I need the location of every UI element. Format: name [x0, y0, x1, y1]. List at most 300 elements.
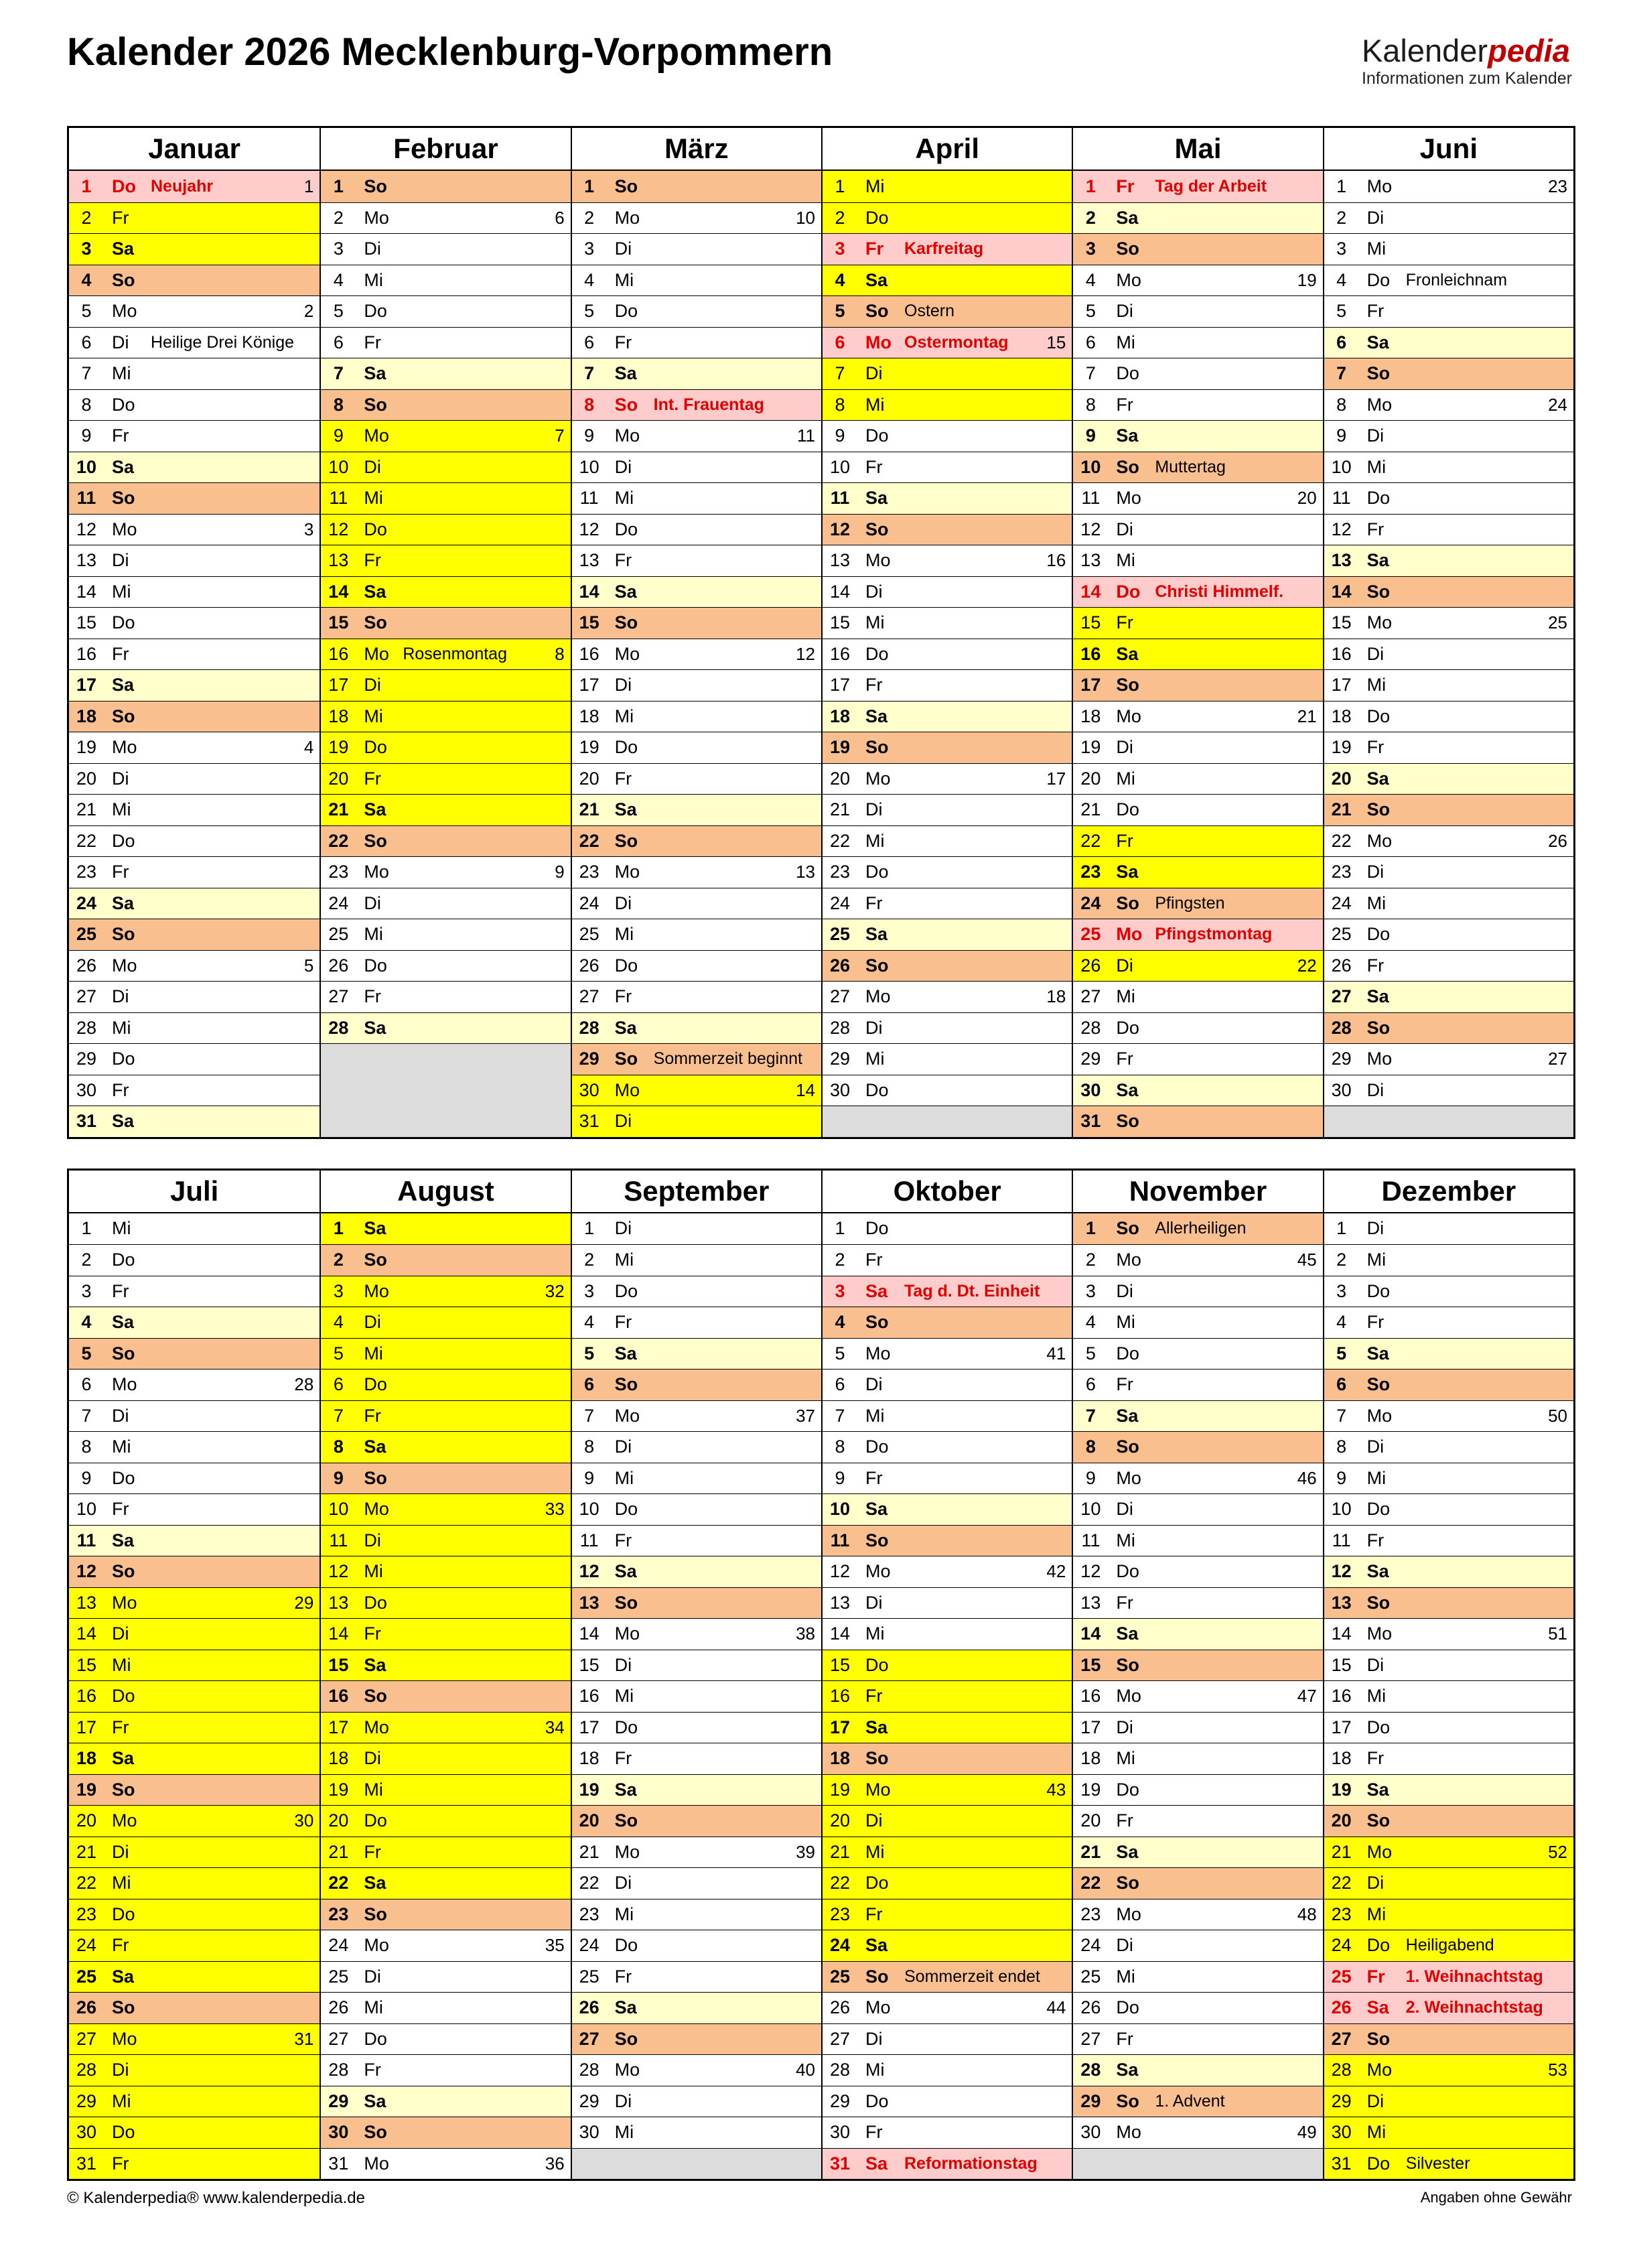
- day-row: [572, 1075, 821, 1106]
- day-row: [823, 2023, 1072, 2055]
- day-row: [1073, 233, 1322, 265]
- day-row: [572, 919, 821, 950]
- weekday-label: Mo: [865, 986, 891, 1007]
- weekday-label: So: [614, 176, 638, 196]
- weekday-label: So: [112, 488, 135, 509]
- day-number: 12: [328, 519, 349, 539]
- day-number: 9: [1336, 1467, 1347, 1488]
- day-number: 7: [835, 363, 845, 384]
- day-row: [69, 2054, 320, 2086]
- day-row: [69, 1650, 320, 1681]
- day-row: [1324, 1276, 1573, 1307]
- day-row: [321, 763, 570, 795]
- weekday-label: Sa: [614, 1997, 637, 2018]
- weekday-label: Mo: [865, 1343, 891, 1363]
- day-row: [1324, 1244, 1573, 1276]
- week-number: 38: [796, 1623, 815, 1644]
- day-row: [823, 327, 1072, 358]
- month-header: August: [321, 1171, 570, 1213]
- weekday-label: Do: [364, 737, 387, 758]
- weekday-label: So: [364, 1686, 387, 1707]
- day-number: 19: [1331, 1779, 1352, 1800]
- week-number: 3: [303, 519, 314, 539]
- day-row: [572, 856, 821, 888]
- day-row: [823, 1012, 1072, 1044]
- week-number: 35: [545, 1935, 565, 1956]
- day-number: 20: [829, 1810, 851, 1831]
- day-row: [1324, 233, 1573, 265]
- day-number: 3: [333, 1280, 344, 1301]
- weekday-label: Mi: [1116, 986, 1135, 1007]
- weekday-label: Do: [1116, 363, 1139, 384]
- day-number: 24: [1331, 892, 1352, 913]
- day-row: [1073, 1369, 1322, 1400]
- day-number: 10: [328, 456, 349, 477]
- day-number: 28: [328, 1017, 349, 1038]
- weekday-label: Sa: [1116, 643, 1139, 664]
- holiday-label: Silvester: [1405, 2153, 1470, 2173]
- weekday-label: Sa: [865, 1935, 888, 1956]
- day-number: 4: [584, 269, 595, 290]
- day-number: 14: [328, 1623, 349, 1644]
- weekday-label: Do: [364, 1592, 387, 1613]
- holiday-label: Karfreitag: [904, 239, 984, 259]
- week-number: 17: [1046, 768, 1066, 789]
- weekday-label: Sa: [112, 1966, 135, 1987]
- day-row: [572, 1043, 821, 1075]
- day-row: [321, 1525, 570, 1556]
- weekday-label: Mo: [865, 1779, 891, 1800]
- weekday-label: Fr: [1366, 1748, 1385, 1769]
- weekday-label: Do: [112, 176, 136, 196]
- weekday-label: Mi: [364, 269, 383, 290]
- day-row: [572, 171, 821, 202]
- weekday-label: Fr: [614, 1530, 632, 1550]
- day-row: [321, 452, 570, 483]
- weekday-label: Sa: [614, 799, 637, 820]
- day-row: [69, 888, 320, 919]
- day-number: 23: [579, 1904, 599, 1924]
- day-row: [1324, 1213, 1573, 1245]
- day-row: [823, 1043, 1072, 1075]
- day-row: [1324, 1837, 1573, 1868]
- weekday-label: Do: [1366, 269, 1391, 290]
- day-number: 18: [328, 706, 349, 726]
- week-number: 42: [1046, 1561, 1066, 1582]
- day-number: 28: [328, 2060, 349, 2080]
- day-row: [572, 1012, 821, 1044]
- day-row: [1073, 2086, 1322, 2117]
- day-number: 27: [829, 986, 851, 1007]
- week-number: 12: [796, 643, 815, 664]
- day-row: [1073, 1556, 1322, 1587]
- weekday-label: Mo: [865, 1997, 891, 2018]
- day-number: 28: [1331, 2060, 1352, 2080]
- weekday-label: Do: [614, 1499, 638, 1520]
- day-number: 16: [579, 643, 599, 664]
- day-number: 26: [76, 955, 97, 976]
- day-row: [1324, 1618, 1573, 1650]
- day-number: 3: [1085, 1280, 1096, 1301]
- day-row: [1073, 295, 1322, 327]
- weekday-label: Fr: [614, 1312, 632, 1333]
- day-number: 19: [579, 737, 599, 758]
- weekday-label: Sa: [1116, 862, 1139, 882]
- weekday-label: Mo: [1116, 1686, 1141, 1707]
- day-row: [1324, 452, 1573, 483]
- day-row: [823, 950, 1072, 982]
- weekday-label: Mo: [865, 550, 891, 571]
- day-number: 25: [1080, 1966, 1101, 1987]
- weekday-label: Sa: [614, 1779, 637, 1800]
- day-row: [823, 1805, 1072, 1837]
- day-number: 28: [829, 2060, 851, 2080]
- weekday-label: Di: [112, 1841, 129, 1862]
- weekday-label: Mo: [1366, 2060, 1393, 2080]
- weekday-label: Fr: [364, 2060, 381, 2080]
- weekday-label: Mi: [112, 1873, 131, 1893]
- weekday-label: Sa: [112, 675, 135, 695]
- month-header: April: [823, 128, 1072, 171]
- day-number: 24: [829, 1935, 851, 1956]
- weekday-label: Fr: [364, 1623, 381, 1644]
- day-number: 20: [1080, 1810, 1101, 1831]
- weekday-label: Fr: [112, 862, 129, 882]
- weekday-label: Di: [1116, 519, 1133, 539]
- weekday-label: Mo: [112, 955, 137, 976]
- day-number: 22: [1080, 830, 1101, 851]
- day-number: 14: [579, 581, 599, 602]
- day-row: [823, 1712, 1072, 1743]
- day-number: 16: [328, 1686, 349, 1707]
- weekday-label: So: [364, 1467, 387, 1488]
- day-number: 16: [579, 1686, 599, 1707]
- month-oktober: [821, 1171, 1072, 2180]
- month-header: Januar: [69, 128, 320, 171]
- day-row: [1324, 545, 1573, 576]
- day-row: [572, 389, 821, 421]
- day-row: [1073, 1043, 1322, 1075]
- weekday-label: Do: [614, 737, 638, 758]
- day-number: 30: [829, 2122, 851, 2143]
- weekday-label: Di: [614, 2090, 632, 2111]
- day-number: 18: [579, 1748, 599, 1769]
- day-row: [1073, 1276, 1322, 1307]
- weekday-label: Mi: [112, 2090, 131, 2111]
- week-number: 7: [555, 425, 565, 446]
- day-number: 2: [835, 207, 845, 228]
- day-row: [69, 265, 320, 296]
- weekday-label: So: [364, 1250, 387, 1270]
- weekday-label: Mi: [865, 394, 885, 415]
- day-row: [69, 482, 320, 514]
- holiday-label: Sommerzeit beginnt: [653, 1049, 802, 1069]
- week-number: 9: [555, 862, 565, 882]
- weekday-label: Di: [1366, 2090, 1385, 2111]
- weekday-label: Sa: [1366, 332, 1389, 352]
- day-row: [1073, 1899, 1322, 1930]
- weekday-label: So: [1116, 892, 1139, 913]
- day-row: [1324, 1587, 1573, 1619]
- day-number: 23: [328, 1904, 349, 1924]
- day-number: 4: [1336, 1312, 1347, 1333]
- weekday-label: So: [112, 1779, 135, 1800]
- day-row: [1073, 2054, 1322, 2086]
- day-number: 20: [1331, 1810, 1352, 1831]
- month-mai: [1072, 128, 1322, 1137]
- day-number: 4: [1085, 1312, 1096, 1333]
- week-number: 27: [1548, 1049, 1567, 1069]
- day-row: [823, 1075, 1072, 1106]
- weekday-label: Mi: [1116, 1312, 1135, 1333]
- day-row: [69, 545, 320, 576]
- day-row: [1324, 1556, 1573, 1587]
- weekday-label: Mo: [1366, 176, 1393, 196]
- day-row: [1073, 1244, 1322, 1276]
- weekday-label: Di: [1366, 862, 1385, 882]
- week-number: 43: [1046, 1779, 1066, 1800]
- weekday-label: Fr: [1116, 1592, 1133, 1613]
- day-number: 31: [579, 1111, 599, 1132]
- day-number: 11: [830, 488, 850, 509]
- weekday-label: Fr: [865, 2122, 883, 2143]
- day-row: [823, 514, 1072, 545]
- weekday-label: Mi: [1366, 239, 1387, 259]
- day-row: [823, 482, 1072, 514]
- day-row: [321, 514, 570, 545]
- weekday-label: Do: [112, 2122, 135, 2143]
- weekday-label: Sa: [364, 1017, 386, 1038]
- empty-cell: [321, 1075, 570, 1106]
- weekday-label: Fr: [1366, 1966, 1385, 1987]
- weekday-label: Di: [1116, 955, 1133, 976]
- weekday-label: Di: [364, 1966, 381, 1987]
- holiday-label: Muttertag: [1155, 457, 1226, 476]
- day-number: 21: [1080, 799, 1101, 820]
- day-row: [321, 1431, 570, 1463]
- day-row: [1324, 950, 1573, 982]
- day-number: 5: [81, 301, 92, 322]
- weekday-label: Fr: [1366, 737, 1385, 758]
- day-number: 25: [829, 1966, 851, 1987]
- weekday-label: Di: [1116, 1280, 1133, 1301]
- day-row: [572, 358, 821, 389]
- weekday-label: Do: [865, 1873, 889, 1893]
- day-number: 25: [579, 1966, 599, 1987]
- weekday-label: Do: [112, 1250, 135, 1270]
- weekday-label: Di: [865, 799, 883, 820]
- week-number: 11: [797, 425, 815, 446]
- day-row: [69, 639, 320, 670]
- day-row: [823, 1618, 1072, 1650]
- weekday-label: Di: [865, 363, 883, 384]
- day-row: [321, 669, 570, 701]
- weekday-label: Do: [1366, 1499, 1391, 1520]
- day-number: 9: [333, 425, 344, 446]
- weekday-label: Sa: [364, 1218, 386, 1239]
- day-number: 10: [1080, 1499, 1101, 1520]
- day-number: 24: [328, 1935, 349, 1956]
- day-number: 8: [81, 394, 92, 415]
- weekday-label: So: [1116, 1654, 1139, 1675]
- week-number: 29: [294, 1592, 314, 1613]
- day-number: 19: [1080, 1779, 1101, 1800]
- day-number: 29: [1080, 2090, 1101, 2111]
- weekday-label: Do: [364, 301, 387, 322]
- weekday-label: Mi: [1116, 550, 1135, 571]
- day-number: 29: [579, 1049, 599, 1069]
- day-number: 6: [1085, 332, 1096, 352]
- week-number: 52: [1548, 1841, 1567, 1862]
- weekday-label: So: [112, 1561, 135, 1582]
- day-row: [572, 1244, 821, 1276]
- day-number: 1: [584, 176, 595, 196]
- month-september: [571, 1171, 821, 2180]
- day-number: 23: [1080, 862, 1101, 882]
- weekday-label: Do: [112, 394, 135, 415]
- day-number: 26: [328, 955, 349, 976]
- weekday-label: Mi: [1116, 1748, 1135, 1769]
- day-row: [321, 358, 570, 389]
- day-row: [1073, 701, 1322, 732]
- weekday-label: Fr: [364, 332, 381, 352]
- weekday-label: Di: [1366, 1654, 1385, 1675]
- weekday-label: Sa: [364, 799, 386, 820]
- day-row: [1073, 607, 1322, 639]
- day-row: [572, 1213, 821, 1245]
- week-number: 10: [796, 207, 815, 228]
- weekday-label: Mi: [1116, 768, 1135, 789]
- day-number: 19: [1080, 737, 1101, 758]
- day-number: 2: [1085, 1250, 1096, 1270]
- weekday-label: Mo: [112, 1592, 137, 1613]
- day-row: [321, 1587, 570, 1619]
- weekday-label: Sa: [364, 1437, 386, 1457]
- day-row: [1073, 2117, 1322, 2148]
- day-number: 17: [1080, 675, 1101, 695]
- day-row: [1324, 2023, 1573, 2055]
- weekday-label: Fr: [865, 456, 883, 477]
- day-row: [321, 233, 570, 265]
- weekday-label: Do: [1366, 706, 1391, 726]
- day-row: [1324, 1743, 1573, 1774]
- day-row: [69, 1837, 320, 1868]
- day-row: [1073, 358, 1322, 389]
- day-number: 21: [328, 1841, 349, 1862]
- day-row: [823, 452, 1072, 483]
- weekday-label: Sa: [865, 1280, 888, 1301]
- day-row: [321, 1400, 570, 1432]
- day-row: [321, 1213, 570, 1245]
- weekday-label: So: [614, 1049, 638, 1069]
- day-row: [572, 1743, 821, 1774]
- month-header: Februar: [321, 128, 570, 171]
- day-number: 6: [81, 332, 92, 352]
- month-februar: [320, 128, 570, 1137]
- weekday-label: Mi: [614, 488, 634, 509]
- day-number: 25: [328, 924, 349, 945]
- weekday-label: Do: [865, 1437, 889, 1457]
- day-row: [69, 2117, 320, 2148]
- weekday-label: Di: [364, 239, 381, 259]
- month-header: März: [572, 128, 821, 171]
- weekday-label: Mi: [112, 1218, 131, 1239]
- day-row: [69, 1075, 320, 1106]
- day-row: [69, 1992, 320, 2023]
- day-number: 15: [579, 1654, 599, 1675]
- day-row: [321, 2023, 570, 2055]
- weekday-label: So: [364, 2122, 387, 2143]
- day-row: [69, 1431, 320, 1463]
- day-number: 22: [76, 1873, 97, 1893]
- day-number: 14: [1331, 1623, 1352, 1644]
- day-number: 4: [81, 1312, 92, 1333]
- day-number: 24: [328, 892, 349, 913]
- weekday-label: Di: [112, 1405, 129, 1426]
- day-row: [1073, 1106, 1322, 1137]
- holiday-label: Fronleichnam: [1405, 270, 1508, 289]
- day-row: [1073, 514, 1322, 545]
- day-number: 8: [333, 394, 344, 415]
- day-row: [69, 1805, 320, 1837]
- day-number: 24: [76, 892, 97, 913]
- day-row: [1324, 514, 1573, 545]
- weekday-label: Mi: [364, 1997, 383, 2018]
- day-row: [572, 607, 821, 639]
- weekday-label: So: [1116, 1218, 1139, 1239]
- weekday-label: Fr: [614, 1966, 632, 1987]
- weekday-label: So: [865, 737, 889, 758]
- day-number: 30: [76, 2122, 97, 2143]
- logo-subtitle: Informationen zum Kalender: [1361, 69, 1572, 88]
- weekday-label: Sa: [1116, 2060, 1139, 2080]
- weekday-label: So: [1366, 1374, 1391, 1395]
- weekday-label: Di: [614, 1437, 632, 1457]
- day-number: 26: [328, 1997, 349, 2018]
- day-row: [321, 981, 570, 1012]
- day-row: [1073, 1837, 1322, 1868]
- weekday-label: Mi: [614, 269, 634, 290]
- weekday-label: So: [865, 1966, 889, 1987]
- weekday-label: Di: [112, 332, 129, 352]
- day-number: 15: [579, 612, 599, 633]
- weekday-label: Do: [364, 519, 387, 539]
- day-row: [823, 1587, 1072, 1619]
- day-row: [1324, 327, 1573, 358]
- week-number: 22: [1297, 955, 1317, 976]
- weekday-label: Mo: [112, 301, 137, 322]
- weekday-label: Sa: [112, 1748, 135, 1769]
- day-number: 15: [76, 1654, 97, 1675]
- day-number: 15: [829, 612, 851, 633]
- weekday-label: So: [1366, 2028, 1391, 2049]
- day-row: [1324, 1307, 1573, 1338]
- weekday-label: So: [112, 1343, 135, 1363]
- day-row: [1324, 763, 1573, 795]
- day-number: 15: [829, 1654, 851, 1675]
- day-number: 27: [328, 2028, 349, 2049]
- week-number: 25: [1548, 612, 1567, 633]
- weekday-label: Mo: [364, 207, 389, 228]
- weekday-label: Mo: [364, 2153, 389, 2174]
- weekday-label: Mo: [614, 207, 640, 228]
- day-number: 6: [1336, 332, 1347, 352]
- weekday-label: Do: [614, 1280, 638, 1301]
- weekday-label: Mi: [112, 1017, 131, 1038]
- day-number: 9: [333, 1467, 344, 1488]
- weekday-label: Sa: [614, 1017, 637, 1038]
- day-row: [1073, 1493, 1322, 1525]
